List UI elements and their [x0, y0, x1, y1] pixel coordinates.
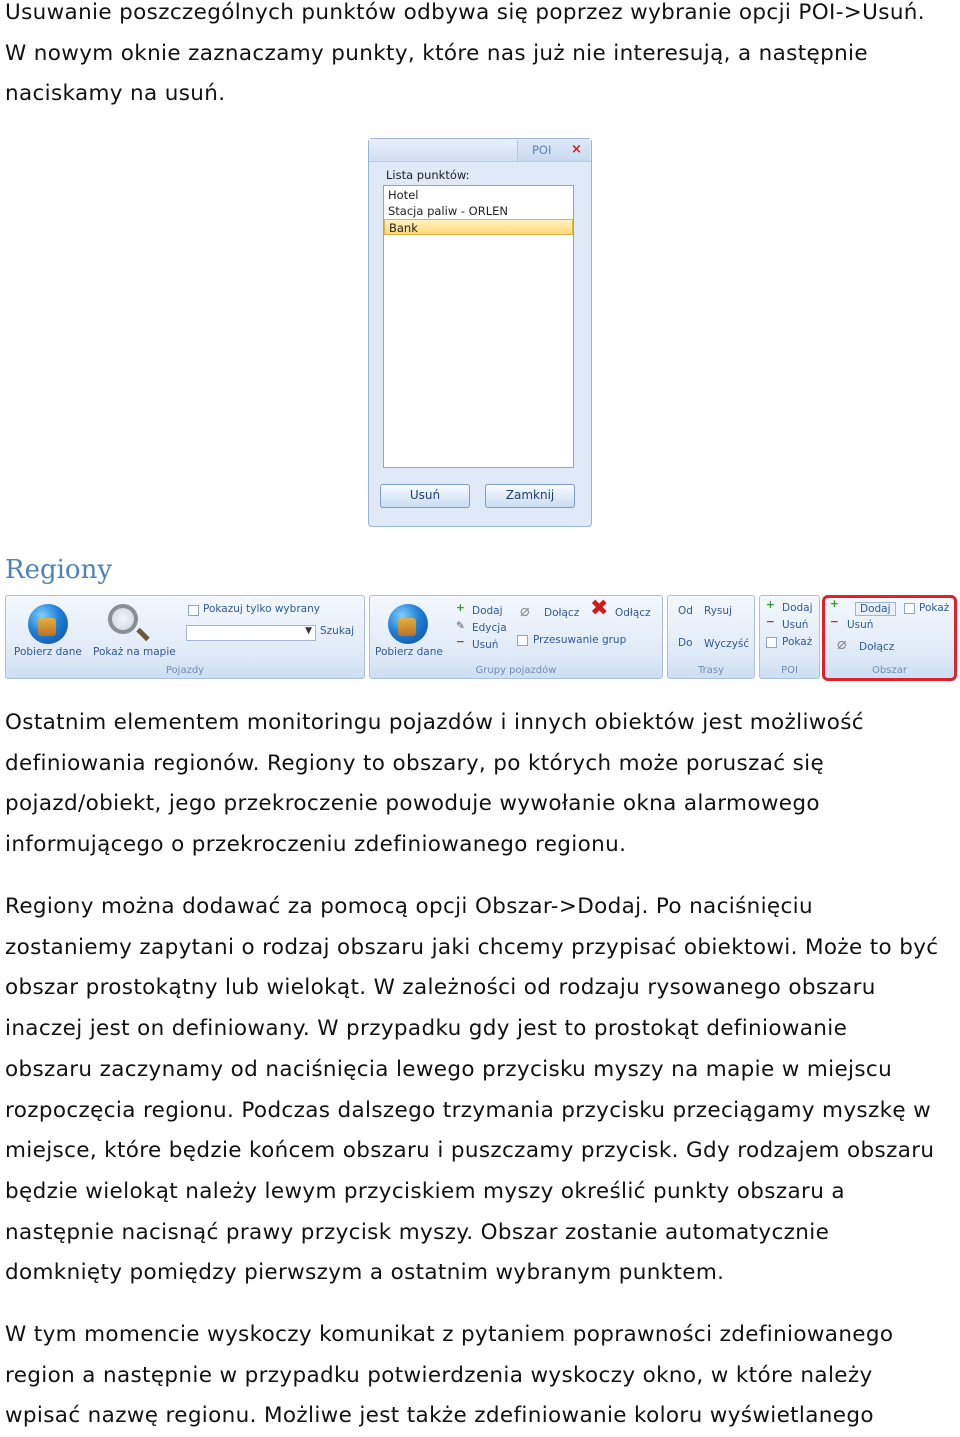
- move-groups-label: Przesuwanie grup: [533, 634, 627, 646]
- text-line: wpisać nazwę regionu. Możliwe jest także zdefiniowanie koloru wyświetlanego: [5, 1403, 874, 1429]
- fetch-data-button[interactable]: Pobierz dane: [14, 646, 82, 658]
- text-line: Regiony można dodawać za pomocą opcji Obszar->Dodaj. Po naciśnięciu: [5, 894, 813, 919]
- vehicle-combo[interactable]: [186, 625, 316, 641]
- text-line: W tym momencie wyskoczy komunikat z pytaniem poprawności zdefiniowanego: [5, 1322, 894, 1347]
- attach-button[interactable]: Dołącz: [544, 607, 580, 619]
- show-selected-checkbox[interactable]: [188, 605, 199, 616]
- group-trasy: [667, 595, 755, 679]
- area-attach-button[interactable]: Dołącz: [859, 641, 895, 653]
- text-line: miejsce, które będzie końcem obszaru i puszczamy przycisk. Gdy rodzajem obszaru: [5, 1138, 935, 1164]
- search-button[interactable]: Szukaj: [320, 625, 355, 637]
- area-show-label: Pokaż: [919, 602, 950, 614]
- group-label: Trasy: [697, 665, 724, 676]
- add-icon: +: [830, 598, 839, 610]
- paperclip-icon: ⌀: [520, 601, 530, 620]
- add-icon: +: [766, 599, 775, 611]
- group-label: Grupy pojazdów: [475, 665, 557, 676]
- text-line: domknięty pomiędzy pierwszym a ostatnim wybranym punktem.: [5, 1260, 725, 1286]
- list-item[interactable]: Hotel: [388, 188, 419, 202]
- poi-add-button[interactable]: Dodaj: [782, 602, 813, 614]
- text-line: następnie nacisnąć prawy przycisk myszy. Obszar zostanie automatycznie: [5, 1219, 830, 1245]
- text-line: W nowym oknie zaznaczamy punkty, które nas już nie interesują, a następnie: [5, 40, 868, 66]
- area-delete-button[interactable]: Usuń: [847, 619, 874, 631]
- group-label: POI: [781, 665, 798, 676]
- magnifier-icon[interactable]: [108, 604, 138, 634]
- text-line: rozpoczęcia regionu. Podczas dalszego trzymania przycisku przeciągamy myszkę w: [5, 1097, 932, 1123]
- poi-dialog: [368, 138, 592, 527]
- text-line: informującego o przekroczeniu zdefiniowanego regionu.: [5, 832, 627, 858]
- show-selected-label: Pokazuj tylko wybrany: [203, 603, 320, 615]
- ribbon-toolbar: [5, 595, 957, 681]
- list-item[interactable]: Stacja paliw - ORLEN: [388, 204, 508, 218]
- highlight-frame: [822, 595, 957, 681]
- poi-show-checkbox[interactable]: [766, 637, 777, 648]
- edit-icon: ✎: [456, 620, 465, 632]
- text-line: zostaniemy zapytani o rodzaj obszaru jaki chcemy przypisać obiektowi. Może to być: [5, 934, 939, 960]
- text-line: obszar prostokątny lub wielokąt. W zależności od rodzaju rysowanego obszaru: [5, 975, 876, 1001]
- route-from-button[interactable]: Od: [678, 605, 693, 617]
- group-label: Obszar: [872, 665, 907, 676]
- area-add-button[interactable]: Dodaj: [855, 602, 896, 616]
- list-label: Lista punktów:: [386, 168, 470, 182]
- text-line: Usuwanie poszczególnych punktów odbywa się poprzez wybranie opcji POI->Usuń.: [5, 0, 925, 25]
- delete-button[interactable]: Usuń: [380, 484, 470, 508]
- edit-button[interactable]: Edycja: [472, 622, 507, 634]
- delete-button[interactable]: Usuń: [472, 639, 499, 651]
- detach-button[interactable]: Odłącz: [615, 607, 651, 619]
- delete-icon: −: [830, 616, 839, 628]
- close-icon[interactable]: ×: [571, 142, 582, 157]
- move-groups-checkbox[interactable]: [517, 635, 528, 646]
- paragraph-1: [5, 703, 960, 866]
- detach-icon: ✖: [590, 596, 609, 621]
- poi-list[interactable]: [383, 185, 574, 468]
- poi-delete-button[interactable]: Usuń: [782, 619, 809, 631]
- text-line: inaczej jest on definiowany. W przypadku gdy jest to prostokąt definiowanie: [5, 1016, 848, 1042]
- text-line: obszaru zaczynamy od naciśnięcia lewego przycisku myszy na mapie w miejscu: [5, 1056, 893, 1082]
- route-draw-button[interactable]: Rysuj: [704, 605, 732, 617]
- group-poi: [759, 595, 820, 679]
- group-label: Pojazdy: [165, 665, 205, 676]
- add-button[interactable]: Dodaj: [472, 605, 503, 617]
- intro-paragraph: [5, 0, 960, 115]
- delete-icon: −: [456, 636, 465, 648]
- globe-icon[interactable]: [388, 604, 428, 644]
- poi-show-label: Pokaż: [782, 636, 813, 648]
- text-line: Ostatnim elementem monitoringu pojazdów i innych obiektów jest możliwość: [5, 710, 864, 735]
- section-heading: Regiony: [5, 555, 113, 585]
- text-line: region a następnie w przypadku potwierdzenia wyskoczy okno, w które należy: [5, 1362, 873, 1388]
- paragraph-2: [5, 887, 960, 1294]
- group-pojazdy: [5, 595, 365, 679]
- add-icon: +: [456, 602, 465, 614]
- list-item-selected[interactable]: Bank: [384, 219, 573, 235]
- globe-icon[interactable]: [28, 604, 68, 644]
- text-line: definiowania regionów. Regiony to obszary, po których może poruszać się: [5, 750, 825, 776]
- text-line: będzie wielokąt należy lewym przyciskiem myszy określić punkty obszaru a: [5, 1178, 845, 1204]
- text-line: pojazd/obiekt, jego przekroczenie powoduje wywołanie okna alarmowego: [5, 791, 820, 817]
- chevron-down-icon: ▼: [305, 626, 312, 636]
- route-to-button[interactable]: Do: [678, 637, 693, 649]
- fetch-data-button[interactable]: Pobierz dane: [375, 646, 443, 658]
- delete-icon: −: [766, 616, 775, 628]
- dialog-title: POI: [532, 143, 552, 157]
- paperclip-icon: ⌀: [837, 634, 847, 653]
- paragraph-3: [5, 1315, 960, 1437]
- route-clear-button[interactable]: Wyczyść: [704, 638, 750, 650]
- text-line: naciskamy na usuń.: [5, 81, 226, 107]
- show-on-map-button[interactable]: Pokaż na mapie: [93, 646, 176, 658]
- close-button[interactable]: Zamknij: [485, 484, 575, 508]
- group-grupy: [369, 595, 663, 679]
